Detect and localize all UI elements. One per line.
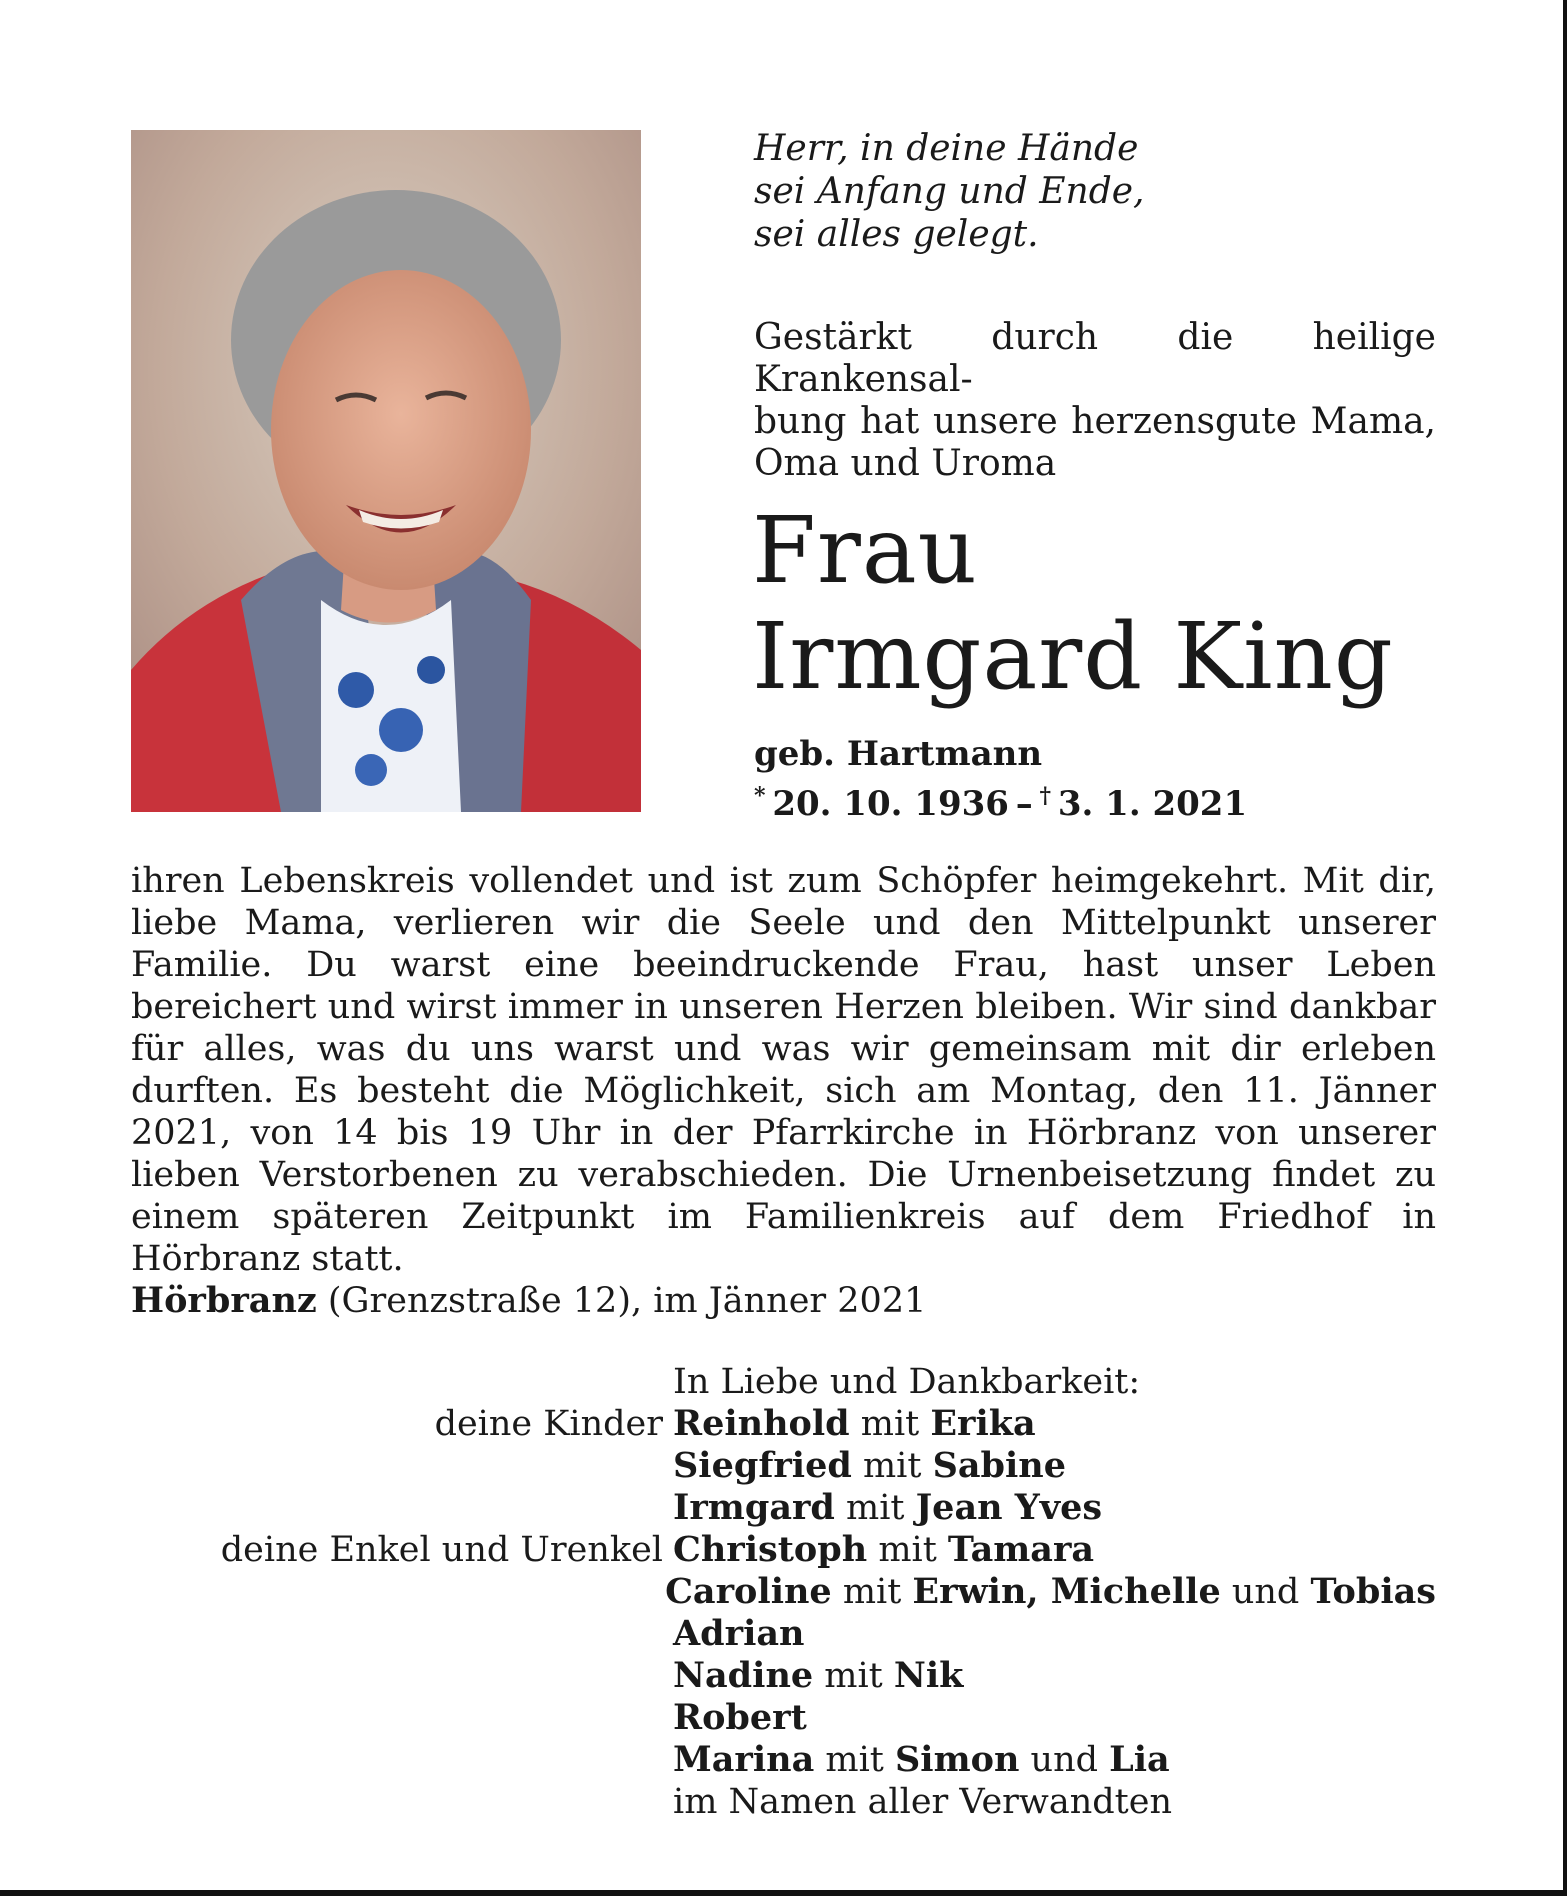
place-rest: (Grenzstraße 12), im Jänner 2021: [316, 1281, 927, 1321]
mourner-group-label: [131, 1655, 663, 1697]
signoff-heading-row: [131, 1361, 1436, 1403]
mourner-names: [663, 1487, 1102, 1529]
intro-line: bung hat unsere herzensgute Mama,: [754, 401, 1436, 442]
mourner-name: Jean Yves: [915, 1487, 1103, 1528]
mourner-row: [131, 1571, 1436, 1613]
mourner-names: [663, 1697, 807, 1739]
mourner-group-label: deine Enkel und Urenkel: [220, 1530, 663, 1570]
mourner-group-label: [131, 1487, 663, 1529]
mourner-names: [655, 1571, 1436, 1613]
motto-verse: [754, 127, 1145, 256]
mourner-connector: mit: [867, 1530, 948, 1570]
mourner-names: [663, 1739, 1170, 1781]
mourner-name: Caroline: [665, 1571, 832, 1612]
intro-line: Gestärkt durch die heilige Krankensal-: [754, 317, 1436, 400]
mourner-row: [131, 1445, 1436, 1487]
signoff-heading: In Liebe und Dankbarkeit:: [673, 1362, 1141, 1402]
portrait-illustration: [131, 130, 641, 812]
mourner-names: [663, 1655, 963, 1697]
mourner-name: Tobias: [1310, 1571, 1436, 1612]
mourner-name: Marina: [673, 1739, 815, 1780]
mourner-row: [131, 1487, 1436, 1529]
mourner-name: Nadine: [673, 1655, 814, 1696]
mourner-connector: mit: [831, 1572, 913, 1612]
mourner-name: Erwin, Michelle: [912, 1571, 1221, 1612]
name-full: Irmgard King: [752, 603, 1394, 710]
mourner-name: Sabine: [932, 1445, 1066, 1486]
mourner-group-label: [131, 1571, 655, 1613]
mourner-connector: mit: [814, 1740, 895, 1780]
mourner-connector: im Namen aller Verwandten: [673, 1782, 1172, 1822]
mourner-name: Tamara: [947, 1529, 1095, 1570]
mourner-names: [663, 1529, 1094, 1571]
life-dates: [754, 775, 1247, 825]
mourner-connector: mit: [849, 1404, 931, 1444]
birth-date: 20. 10. 1936: [772, 784, 1009, 824]
birth-mark: *: [754, 783, 766, 809]
motto-line: Herr, in deine Hände: [754, 128, 1139, 169]
mourner-row: [131, 1529, 1436, 1571]
place-line: [131, 1280, 926, 1322]
motto-line: sei alles gelegt.: [754, 214, 1039, 255]
mourner-connector: mit: [851, 1446, 933, 1486]
mourner-name: Nik: [893, 1655, 964, 1696]
mourner-name: Robert: [673, 1697, 807, 1738]
mourner-names: [663, 1781, 1172, 1823]
mourner-name: Simon: [895, 1739, 1020, 1780]
mourner-connector: und: [1019, 1740, 1110, 1780]
place-town: Hörbranz: [131, 1280, 317, 1321]
mourner-row: [131, 1781, 1436, 1823]
mourner-row: [131, 1403, 1436, 1445]
mourner-row: [131, 1739, 1436, 1781]
deceased-name: [752, 498, 1394, 710]
mourner-row: [131, 1613, 1436, 1655]
portrait-photo: [131, 130, 641, 812]
intro-text: [754, 317, 1436, 485]
mourner-group-label: deine Kinder: [434, 1404, 663, 1444]
mourner-name: Christoph: [673, 1529, 868, 1570]
death-mark: †: [1039, 783, 1052, 809]
motto-line: sei Anfang und Ende,: [754, 171, 1145, 212]
mourner-row: [131, 1655, 1436, 1697]
intro-line: Oma und Uroma: [754, 443, 1057, 484]
mourner-row: [131, 1697, 1436, 1739]
mourner-name: Irmgard: [673, 1487, 835, 1528]
date-separator: –: [1015, 784, 1033, 824]
birth-info: [754, 733, 1247, 825]
nee-name: geb. Hartmann: [754, 734, 1043, 774]
mourner-name: Siegfried: [673, 1445, 852, 1486]
obituary-text: ihren Lebenskreis vollendet und ist zum Schöpfer heimgekehrt. Mit dir, liebe Mama, verlieren wir die Seele und den Mittelpunkt unserer Familie. Du warst eine beeindruckende Frau, hast unser Leben bereichert und wirst immer in unseren Herzen bleiben. Wir sind dankbar für alles, was du uns warst und was wir gemeinsam mit dir erleben durften. Es besteht die Möglichkeit, sich am Montag, den 11. Jänner 2021, von 14 bis 19 Uhr in der Pfarrkirche in Hörbranz von unserer lieben Verstorbenen zu verabschieden. Die Urnenbeisetzung findet zu einem späteren Zeitpunkt im Familienkreis auf dem Friedhof in Hörbranz statt.: [131, 861, 1436, 1279]
mourner-name: Adrian: [673, 1613, 805, 1654]
mourner-list: [131, 1403, 1436, 1823]
mourner-name: Reinhold: [673, 1403, 850, 1444]
signoff: [131, 1361, 1436, 1823]
mourner-names: [663, 1445, 1066, 1487]
death-date: 3. 1. 2021: [1057, 784, 1248, 824]
mourner-name: Erika: [930, 1403, 1036, 1444]
mourner-connector: und: [1220, 1572, 1311, 1612]
mourner-group-label: [131, 1697, 663, 1739]
mourner-name: Lia: [1109, 1739, 1170, 1780]
mourner-group-label: [131, 1781, 663, 1823]
mourner-connector: mit: [834, 1488, 916, 1528]
mourner-names: [663, 1613, 805, 1655]
mourner-group-label: [131, 1613, 663, 1655]
mourner-names: [663, 1403, 1036, 1445]
mourner-group-label: [131, 1739, 663, 1781]
mourner-group-label: [131, 1445, 663, 1487]
name-title: Frau: [752, 497, 978, 604]
mourner-connector: mit: [813, 1656, 894, 1696]
